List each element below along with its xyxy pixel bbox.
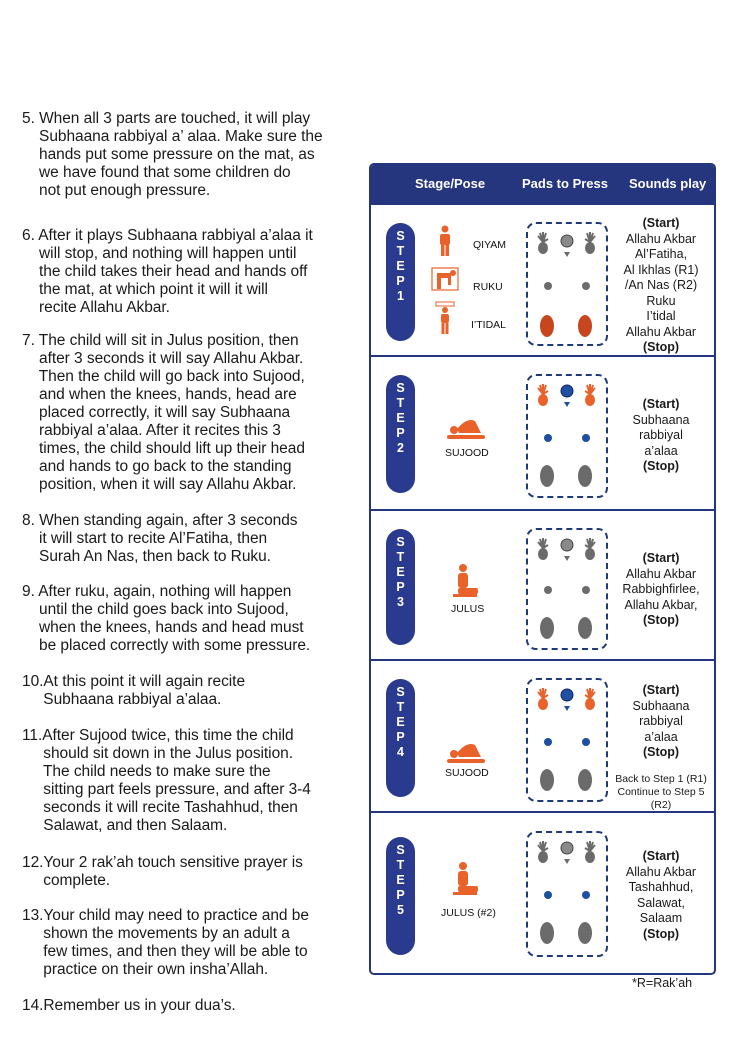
pose-label-sujood: SUJOOD [445,447,489,459]
footnote-rakah: *R=Rak’ah [632,976,693,990]
step-2-badge: S T E P 2 [386,375,415,493]
header-pads-to-press: Pads to Press [522,176,608,191]
pose-label-qiyam: QIYAM [473,239,507,251]
step-row-3 [371,509,714,661]
pose-label-itidal: I’TIDAL [471,319,507,331]
pose-label-julus-2: JULUS (#2) [441,907,496,919]
sounds-step-5: (Start) Allahu Akbar Tashahhud, Salawat, Salaam (Stop) [625,849,697,941]
prayer-mat-step-4 [526,678,608,802]
instruction-14: 14.Remember us in your dua’s. [22,997,236,1014]
prayer-mat-step-3 [526,528,608,650]
prayer-mat-step-2 [526,374,608,498]
pads-diagram-step-2 [528,376,606,496]
instruction-12: 12.Your 2 rak’ah touch sensitive prayer is complete. [22,854,303,889]
step-row-1 [371,203,714,357]
step-row-5 [371,811,714,975]
prayer-mat-step-5 [526,831,608,957]
pads-diagram-step-1 [528,224,606,344]
header-sounds-play: Sounds play [629,176,707,191]
instruction-6: 6. After it plays Subhaana rabbiyal a’alaa it will stop, and nothing will happen until the child takes their head and hands off the mat, at which point it will it will recite Allahu Akbar. [22,227,313,316]
instruction-7: 7. The child will sit in Julus position, then after 3 seconds it will say Allahu Akbar. Then the child will go back into Sujood, and when the knees, hands, head are placed correctly, it will say Subhaana rabbiyal a’alaa. After it recites this 3 times, the child should lift up their head and hands to go back to the standing position, when it will say Allahu Akbar. [22,332,305,493]
instruction-5: 5. When all 3 parts are touched, it will play Subhaana rabbiyal a’ alaa. Make sure the hands put some pressure on the mat, as we have found that some children do not put enough pressure. [22,110,323,199]
prayer-mat-step-1 [526,222,608,346]
pose-label-sujood: SUJOOD [445,767,489,779]
julus-pose-icon [451,861,479,897]
step-4-badge: S T E P 4 [386,679,415,797]
step-3-badge: S T E P 3 [386,529,415,645]
sounds-step-1: (Start) Allahu Akbar Al’Fatiha, Al Ikhlas (R1) /An Nas (R2) Ruku I’tidal Allahu Akbar (Stop) [623,216,699,354]
table-header [371,165,714,203]
sounds-step-4: (Start) Subhaana rabbiyal a’alaa (Stop) Back to Step 1 (R1) Continue to Step 5 (R2) [615,683,707,811]
step-5-badge: S T E P 5 [386,837,415,955]
itidal-pose-icon [435,301,455,335]
instruction-8: 8. When standing again, after 3 seconds it will start to recite Al’Fatiha, then Surah An Nas, then back to Ruku. [22,512,298,565]
instruction-11: 11.After Sujood twice, this time the child should sit down in the Julus position. The child needs to make sure the sitting part feels pressure, and after 3-4 seconds it will recite Tashahhud, then Salawat, and then Salaam. [22,727,311,834]
ruku-pose-icon [431,267,459,291]
sujood-pose-icon [445,411,487,441]
qiyam-pose-icon [435,225,455,257]
instruction-9: 9. After ruku, again, nothing will happen until the child goes back into Sujood, when the knees, hands and head must be placed correctly with some pressure. [22,583,311,654]
sounds-step-3: (Start) Allahu Akbar Rabbighfirlee, Allahu Akbar, (Stop) [622,551,700,627]
sounds-step-2: (Start) Subhaana rabbiyal a’alaa (Stop) [632,397,690,473]
julus-pose-icon [451,563,479,599]
instruction-13: 13.Your child may need to practice and be shown the movements by an adult a few times, and then they will be able to practice on their own insha’Allah. [22,907,309,978]
pads-diagram-step-3 [528,530,606,648]
sujood-pose-icon [445,735,487,765]
pads-diagram-step-4 [528,680,606,800]
instruction-10: 10.At this point it will again recite Subhaana rabbiyal a’alaa. [22,673,246,708]
step-row-2 [371,355,714,511]
step-row-4 [371,659,714,813]
pose-label-ruku: RUKU [473,281,503,293]
prayer-steps-table [369,163,716,975]
pads-diagram-step-5 [528,833,606,955]
step-1-badge: S T E P 1 [386,223,415,341]
header-stage-pose: Stage/Pose [415,176,486,191]
pose-label-julus: JULUS [451,603,485,615]
